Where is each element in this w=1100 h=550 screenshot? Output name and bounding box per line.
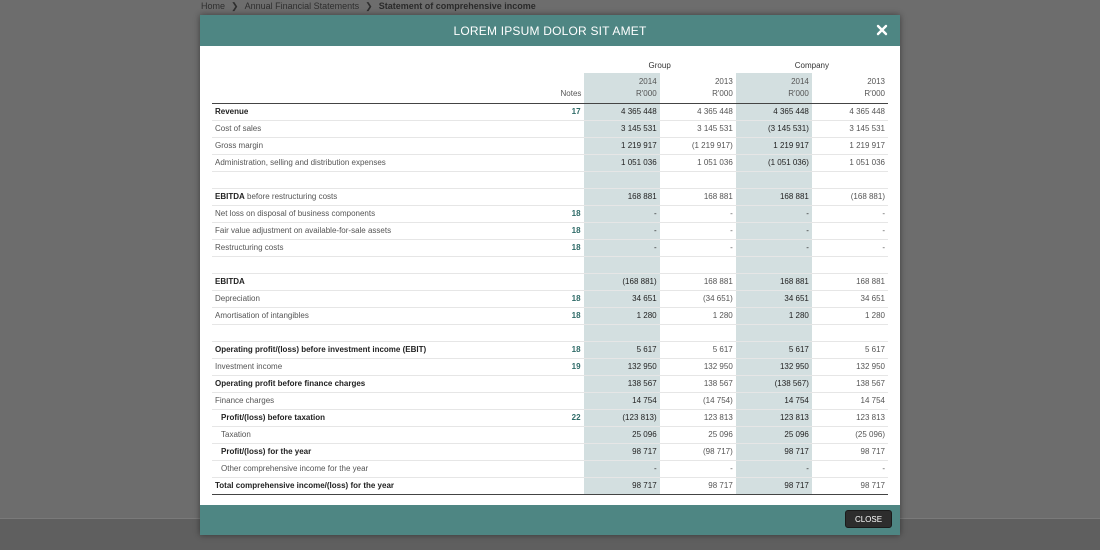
cell-company-2013: 5 617	[812, 341, 888, 358]
cell-group-2013: -	[660, 222, 736, 239]
table-row	[212, 443, 888, 460]
cell-group-2014: 4 365 448	[584, 103, 660, 120]
cell-group-2013: 168 881	[660, 273, 736, 290]
table-row	[212, 239, 888, 256]
row-note-ref	[558, 477, 584, 494]
cell-company-2013: 138 567	[812, 375, 888, 392]
cell-group-2013: -	[660, 239, 736, 256]
cell-company-2013: 1 051 036	[812, 154, 888, 171]
row-note-ref: 17	[558, 103, 584, 120]
close-button[interactable]: CLOSE	[845, 510, 892, 528]
row-label-text: before restructuring costs	[244, 192, 338, 201]
cell-group-2014: 168 881	[584, 188, 660, 205]
cell-group-2013: (1 219 917)	[660, 137, 736, 154]
cell-group-2014: (123 813)	[584, 409, 660, 426]
table-row	[212, 222, 888, 239]
row-label	[212, 256, 558, 273]
row-note-ref: 18	[558, 290, 584, 307]
table-row	[212, 256, 888, 273]
row-note-ref	[558, 256, 584, 273]
row-label	[212, 205, 558, 222]
cell-group-2014: 98 717	[584, 477, 660, 494]
cell-group-2014	[584, 324, 660, 341]
table-row	[212, 103, 888, 120]
row-label-strong: EBITDA	[215, 192, 245, 201]
table-row	[212, 392, 888, 409]
cell-company-2014: (1 051 036)	[736, 154, 812, 171]
cell-company-2013: -	[812, 205, 888, 222]
row-label	[212, 290, 558, 307]
row-note-ref: 18	[558, 222, 584, 239]
cell-group-2013: -	[660, 460, 736, 477]
cell-company-2014: 98 717	[736, 443, 812, 460]
column-year: 2013	[867, 76, 885, 86]
row-note-ref	[558, 426, 584, 443]
cell-group-2014: 25 096	[584, 426, 660, 443]
cell-group-2014: -	[584, 460, 660, 477]
cell-company-2013: 1 219 917	[812, 137, 888, 154]
cell-group-2014	[584, 171, 660, 188]
row-label	[212, 120, 558, 137]
cell-company-2013: 14 754	[812, 392, 888, 409]
column-year: 2013	[714, 76, 733, 86]
row-note-ref	[558, 154, 584, 171]
cell-company-2014: 168 881	[736, 273, 812, 290]
table-row	[212, 460, 888, 477]
cell-company-2014: 1 280	[736, 307, 812, 324]
row-label	[212, 154, 558, 171]
row-note-ref	[558, 137, 584, 154]
cell-company-2014	[736, 171, 812, 188]
column-header-company-2013	[812, 73, 888, 103]
table-row	[212, 205, 888, 222]
row-label-text: Taxation	[221, 430, 251, 439]
row-label-text: Investment income	[215, 362, 283, 371]
row-label	[212, 460, 558, 477]
column-header-group-2013	[660, 73, 736, 103]
breadcrumb	[201, 0, 536, 12]
cell-group-2014: 1 219 917	[584, 137, 660, 154]
column-unit: R'000	[635, 88, 657, 98]
group-header-group: Group	[648, 60, 671, 70]
cell-company-2014: -	[736, 460, 812, 477]
row-label-text: Depreciation	[215, 294, 260, 303]
row-label-text: Other comprehensive income for the year	[221, 464, 369, 473]
cell-group-2013: 123 813	[660, 409, 736, 426]
cell-company-2013: 34 651	[812, 290, 888, 307]
chevron-right-icon: ❯	[231, 1, 239, 11]
row-label-text: Cost of sales	[215, 124, 262, 133]
row-label	[212, 307, 558, 324]
table-row	[212, 426, 888, 443]
row-label-text: Administration, selling and distribution expenses	[215, 158, 386, 167]
row-note-ref	[558, 188, 584, 205]
row-note-ref	[558, 273, 584, 290]
cell-company-2013: -	[812, 222, 888, 239]
column-header-row	[212, 73, 888, 103]
cell-group-2013: 138 567	[660, 375, 736, 392]
cell-group-2013	[660, 256, 736, 273]
row-label	[212, 137, 558, 154]
cell-group-2014: 98 717	[584, 443, 660, 460]
cell-company-2014: 132 950	[736, 358, 812, 375]
row-label	[212, 443, 558, 460]
row-label	[212, 341, 558, 358]
cell-group-2013	[660, 324, 736, 341]
cell-group-2014	[584, 256, 660, 273]
income-statement-rows	[212, 103, 888, 494]
row-label	[212, 392, 558, 409]
cell-group-2013: 3 145 531	[660, 120, 736, 137]
cell-company-2014	[736, 256, 812, 273]
table-row	[212, 341, 888, 358]
row-label	[212, 171, 558, 188]
cell-group-2013: -	[660, 205, 736, 222]
cell-company-2013: 98 717	[812, 477, 888, 494]
cell-group-2014: 132 950	[584, 358, 660, 375]
cell-company-2013: 123 813	[812, 409, 888, 426]
column-header-group-2014	[584, 73, 660, 103]
table-row	[212, 477, 888, 494]
row-label	[212, 239, 558, 256]
cell-company-2013: -	[812, 239, 888, 256]
cell-group-2014: 5 617	[584, 341, 660, 358]
cell-company-2013: 3 145 531	[812, 120, 888, 137]
breadcrumb-home[interactable]: Home	[201, 1, 226, 11]
table-row	[212, 154, 888, 171]
notes-header: Notes	[560, 88, 582, 98]
row-note-ref	[558, 120, 584, 137]
row-label	[212, 103, 558, 120]
statement-modal	[200, 15, 900, 535]
cell-company-2013: 1 280	[812, 307, 888, 324]
row-label	[212, 324, 558, 341]
row-label-text: Fair value adjustment on available-for-sale assets	[215, 226, 392, 235]
table-row	[212, 307, 888, 324]
table-row	[212, 171, 888, 188]
row-label-strong: Operating profit/(loss) before investment income (EBIT)	[215, 345, 427, 354]
table-row	[212, 375, 888, 392]
row-label-strong: EBITDA	[215, 277, 245, 286]
cell-company-2013	[812, 171, 888, 188]
row-label-text: Finance charges	[215, 396, 275, 405]
row-label	[212, 188, 558, 205]
cell-company-2013: 168 881	[812, 273, 888, 290]
cell-group-2013: 132 950	[660, 358, 736, 375]
cell-company-2014: 123 813	[736, 409, 812, 426]
cell-company-2013: 4 365 448	[812, 103, 888, 120]
row-label	[212, 222, 558, 239]
row-note-ref	[558, 375, 584, 392]
row-label	[212, 409, 558, 426]
cell-group-2013: 1 280	[660, 307, 736, 324]
modal-title: LOREM IPSUM DOLOR SIT AMET	[453, 23, 647, 38]
row-label-text: Restructuring costs	[215, 243, 284, 252]
cell-company-2013: 132 950	[812, 358, 888, 375]
cell-company-2013: -	[812, 460, 888, 477]
row-label-strong: Total comprehensive income/(loss) for the year	[215, 481, 395, 490]
cell-group-2014: 14 754	[584, 392, 660, 409]
cell-company-2014: 34 651	[736, 290, 812, 307]
row-label-text: Net loss on disposal of business components	[215, 209, 376, 218]
cell-group-2014: (168 881)	[584, 273, 660, 290]
income-statement-table	[212, 57, 888, 495]
breadcrumb-annual-financial-statements[interactable]: Annual Financial Statements	[244, 1, 360, 11]
cell-group-2014: 34 651	[584, 290, 660, 307]
row-note-ref	[558, 443, 584, 460]
group-header-company: Company	[794, 60, 829, 70]
cell-company-2014: (138 567)	[736, 375, 812, 392]
modal-header	[200, 15, 900, 46]
row-label	[212, 358, 558, 375]
modal-body	[212, 57, 888, 507]
cell-company-2013: (168 881)	[812, 188, 888, 205]
row-note-ref: 18	[558, 205, 584, 222]
cell-group-2013: 25 096	[660, 426, 736, 443]
row-label-text: Gross margin	[215, 141, 264, 150]
cell-company-2014: -	[736, 222, 812, 239]
row-label-text: Amortisation of intangibles	[215, 311, 309, 320]
row-label	[212, 426, 558, 443]
column-year: 2014	[791, 76, 809, 86]
cell-group-2013: (34 651)	[660, 290, 736, 307]
table-row	[212, 273, 888, 290]
cell-group-2014: -	[584, 205, 660, 222]
cell-company-2014: 4 365 448	[736, 103, 812, 120]
cell-company-2013	[812, 256, 888, 273]
cell-group-2014: -	[584, 222, 660, 239]
cell-company-2014: 98 717	[736, 477, 812, 494]
cell-company-2014: -	[736, 239, 812, 256]
cell-company-2013: 98 717	[812, 443, 888, 460]
cell-group-2013: 98 717	[660, 477, 736, 494]
cell-group-2014: 1 280	[584, 307, 660, 324]
group-header-row	[212, 57, 888, 73]
cell-group-2013: 168 881	[660, 188, 736, 205]
row-note-ref: 18	[558, 307, 584, 324]
row-note-ref	[558, 324, 584, 341]
cell-group-2013: 1 051 036	[660, 154, 736, 171]
table-row	[212, 188, 888, 205]
table-row	[212, 324, 888, 341]
row-note-ref: 18	[558, 341, 584, 358]
cell-group-2013: 5 617	[660, 341, 736, 358]
table-row	[212, 290, 888, 307]
column-header-company-2014	[736, 73, 812, 103]
cell-company-2014	[736, 324, 812, 341]
row-label	[212, 273, 558, 290]
cell-company-2014: 1 219 917	[736, 137, 812, 154]
cell-company-2014: (3 145 531)	[736, 120, 812, 137]
cell-group-2014: -	[584, 239, 660, 256]
cell-company-2014: -	[736, 205, 812, 222]
row-label-strong: Profit/(loss) for the year	[221, 447, 312, 456]
cell-company-2014: 5 617	[736, 341, 812, 358]
row-label-strong: Profit/(loss) before taxation	[221, 413, 326, 422]
cell-group-2014: 3 145 531	[584, 120, 660, 137]
row-note-ref	[558, 460, 584, 477]
cell-group-2013: (14 754)	[660, 392, 736, 409]
table-row	[212, 358, 888, 375]
row-note-ref: 18	[558, 239, 584, 256]
cell-group-2013: (98 717)	[660, 443, 736, 460]
row-note-ref: 22	[558, 409, 584, 426]
column-unit: R'000	[788, 88, 809, 98]
row-label	[212, 477, 558, 494]
modal-footer	[200, 505, 900, 535]
table-row	[212, 120, 888, 137]
cell-group-2014: 1 051 036	[584, 154, 660, 171]
row-note-ref	[558, 171, 584, 188]
row-label-strong: Revenue	[215, 107, 249, 116]
table-row	[212, 409, 888, 426]
cell-group-2013	[660, 171, 736, 188]
column-unit: R'000	[864, 88, 885, 98]
cell-group-2013: 4 365 448	[660, 103, 736, 120]
cell-company-2013: (25 096)	[812, 426, 888, 443]
close-icon-glyph	[874, 22, 890, 38]
row-label	[212, 375, 558, 392]
column-unit: R'000	[712, 88, 733, 98]
table-row	[212, 137, 888, 154]
chevron-right-icon: ❯	[365, 1, 373, 11]
row-note-ref	[558, 392, 584, 409]
cell-company-2014: 168 881	[736, 188, 812, 205]
cell-company-2013	[812, 324, 888, 341]
cell-company-2014: 25 096	[736, 426, 812, 443]
row-label-strong: Operating profit before finance charges	[215, 379, 366, 388]
breadcrumb-current: Statement of comprehensive income	[378, 1, 536, 11]
column-year: 2014	[638, 76, 657, 86]
cell-company-2014: 14 754	[736, 392, 812, 409]
row-note-ref: 19	[558, 358, 584, 375]
close-icon[interactable]	[874, 22, 890, 38]
cell-group-2014: 138 567	[584, 375, 660, 392]
